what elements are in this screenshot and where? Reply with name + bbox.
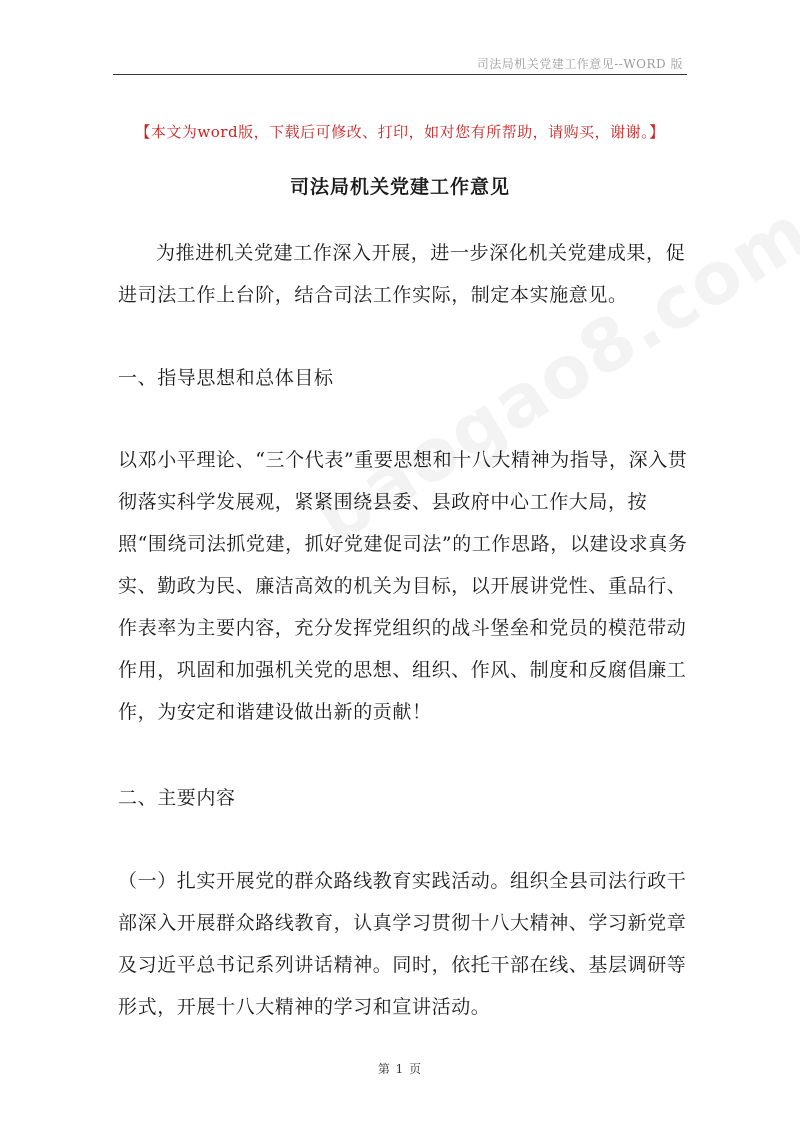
intro-paragraph: 为推进机关党建工作深入开展，进一步深化机关党建成果，促进司法工作上台阶，结合司法工作实际，制定本实施意见。 [118, 242, 686, 306]
section-paragraph-2: （一）扎实开展党的群众路线教育实践活动。组织全县司法行政干部深入开展群众路线教育，认真学习贯彻十八大精神、学习新党章及习近平总书记系列讲话精神。同时，依托干部在线、基层调研等形式，开展十八大精神的学习和宣讲活动。 [118, 870, 687, 1018]
running-header: 司法局机关党建工作意见--WORD 版 [476, 57, 683, 71]
header-divider [113, 74, 687, 75]
document-title: 司法局机关党建工作意见 [289, 176, 510, 198]
section-heading-2: 二、主要内容 [118, 787, 236, 809]
page-number: 第 1 页 [377, 1062, 423, 1076]
section-heading-1: 一、指导思想和总体目标 [118, 367, 334, 389]
section-paragraph-1: 以邓小平理论、“三个代表”重要思想和十八大精神为指导，深入贯彻落实科学发展观，紧紧围绕县委、县政府中心工作大局，按照“围绕司法抓党建，抓好党建促司法”的工作思路，以建设求真务实、勤政为民、廉洁高效的机关为目标，以开展讲党性、重品行、作表率为主要内容，充分发挥党组织的战斗堡垒和党员的模范带动作用，巩固和加强机关党的思想、组织、作风、制度和反腐倡廉工作，为安定和谐建设做出新的贡献！ [118, 449, 688, 723]
purchase-notice: 【本文为word版，下载后可修改、打印，如对您有所帮助，请购买，谢谢。】 [135, 123, 665, 141]
